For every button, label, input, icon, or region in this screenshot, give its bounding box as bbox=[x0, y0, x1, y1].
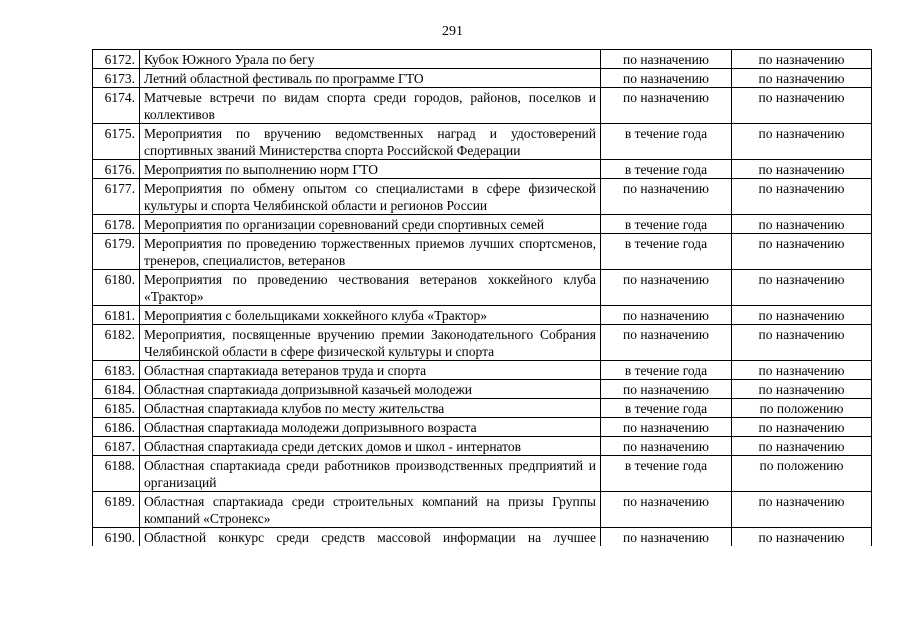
event-basis: по назначению bbox=[732, 528, 872, 547]
row-number: 6184. bbox=[93, 380, 140, 399]
event-period: по назначению bbox=[601, 492, 732, 528]
event-name: Мероприятия, посвященные вручению премии Законодательного Собрания Челябинской области в сфере физической культуры и спорта bbox=[140, 325, 601, 361]
event-period: в течение года bbox=[601, 399, 732, 418]
event-name: Мероприятия по обмену опытом со специалистами в сфере физической культуры и спорта Челябинской области и регионов России bbox=[140, 179, 601, 215]
event-name: Мероприятия по проведению торжественных приемов лучших спортсменов, тренеров, специалистов, ветеранов bbox=[140, 234, 601, 270]
event-name: Мероприятия по выполнению норм ГТО bbox=[140, 160, 601, 179]
events-table bbox=[92, 49, 872, 546]
table-row bbox=[93, 160, 872, 179]
event-name: Областная спартакиада допризывной казачьей молодежи bbox=[140, 380, 601, 399]
row-number: 6179. bbox=[93, 234, 140, 270]
event-name: Областной конкурс среди средств массовой информации на лучшее bbox=[140, 528, 601, 547]
event-basis: по положению bbox=[732, 399, 872, 418]
row-number: 6174. bbox=[93, 88, 140, 124]
event-period: в течение года bbox=[601, 234, 732, 270]
table-row bbox=[93, 361, 872, 380]
row-number: 6189. bbox=[93, 492, 140, 528]
table-row bbox=[93, 380, 872, 399]
table-row bbox=[93, 215, 872, 234]
event-period: по назначению bbox=[601, 380, 732, 399]
event-period: по назначению bbox=[601, 418, 732, 437]
table-row bbox=[93, 234, 872, 270]
event-name: Матчевые встречи по видам спорта среди городов, районов, поселков и коллективов bbox=[140, 88, 601, 124]
event-basis: по назначению bbox=[732, 361, 872, 380]
table-row bbox=[93, 69, 872, 88]
event-name: Мероприятия по организации соревнований среди спортивных семей bbox=[140, 215, 601, 234]
event-period: по назначению bbox=[601, 437, 732, 456]
event-period: по назначению bbox=[601, 69, 732, 88]
row-number: 6175. bbox=[93, 124, 140, 160]
row-number: 6185. bbox=[93, 399, 140, 418]
table-row bbox=[93, 492, 872, 528]
table-row bbox=[93, 50, 872, 69]
event-basis: по назначению bbox=[732, 306, 872, 325]
event-basis: по положению bbox=[732, 456, 872, 492]
table-row bbox=[93, 399, 872, 418]
table-row bbox=[93, 124, 872, 160]
event-basis: по назначению bbox=[732, 69, 872, 88]
event-basis: по назначению bbox=[732, 418, 872, 437]
event-basis: по назначению bbox=[732, 215, 872, 234]
table-row bbox=[93, 325, 872, 361]
event-basis: по назначению bbox=[732, 88, 872, 124]
row-number: 6180. bbox=[93, 270, 140, 306]
event-basis: по назначению bbox=[732, 380, 872, 399]
row-number: 6183. bbox=[93, 361, 140, 380]
table-row bbox=[93, 437, 872, 456]
event-period: по назначению bbox=[601, 179, 732, 215]
event-basis: по назначению bbox=[732, 437, 872, 456]
table-row bbox=[93, 88, 872, 124]
table-row bbox=[93, 179, 872, 215]
event-period: в течение года bbox=[601, 361, 732, 380]
row-number: 6172. bbox=[93, 50, 140, 69]
row-number: 6182. bbox=[93, 325, 140, 361]
event-period: в течение года bbox=[601, 160, 732, 179]
table-row bbox=[93, 456, 872, 492]
row-number: 6178. bbox=[93, 215, 140, 234]
event-name: Областная спартакиада клубов по месту жительства bbox=[140, 399, 601, 418]
event-name: Областная спартакиада среди работников производственных предприятий и организаций bbox=[140, 456, 601, 492]
row-number: 6176. bbox=[93, 160, 140, 179]
event-basis: по назначению bbox=[732, 270, 872, 306]
event-basis: по назначению bbox=[732, 325, 872, 361]
event-basis: по назначению bbox=[732, 124, 872, 160]
event-period: в течение года bbox=[601, 124, 732, 160]
event-basis: по назначению bbox=[732, 234, 872, 270]
event-period: в течение года bbox=[601, 215, 732, 234]
event-name: Мероприятия с болельщиками хоккейного клуба «Трактор» bbox=[140, 306, 601, 325]
event-basis: по назначению bbox=[732, 492, 872, 528]
event-basis: по назначению bbox=[732, 179, 872, 215]
event-name: Кубок Южного Урала по бегу bbox=[140, 50, 601, 69]
event-period: по назначению bbox=[601, 528, 732, 547]
event-name: Областная спартакиада среди строительных компаний на призы Группы компаний «Стронекс» bbox=[140, 492, 601, 528]
table-row bbox=[93, 418, 872, 437]
row-number: 6187. bbox=[93, 437, 140, 456]
page-number: 291 bbox=[442, 24, 463, 39]
event-period: по назначению bbox=[601, 270, 732, 306]
table-row bbox=[93, 270, 872, 306]
row-number: 6177. bbox=[93, 179, 140, 215]
event-period: по назначению bbox=[601, 50, 732, 69]
event-name: Областная спартакиада ветеранов труда и спорта bbox=[140, 361, 601, 380]
event-name: Областная спартакиада молодежи допризывного возраста bbox=[140, 418, 601, 437]
row-number: 6181. bbox=[93, 306, 140, 325]
event-name: Мероприятия по вручению ведомственных наград и удостоверений спортивных званий Министерства спорта Российской Федерации bbox=[140, 124, 601, 160]
table-row bbox=[93, 528, 872, 547]
event-period: по назначению bbox=[601, 88, 732, 124]
event-name: Мероприятия по проведению чествования ветеранов хоккейного клуба «Трактор» bbox=[140, 270, 601, 306]
table-row bbox=[93, 306, 872, 325]
event-period: по назначению bbox=[601, 325, 732, 361]
row-number: 6173. bbox=[93, 69, 140, 88]
row-number: 6190. bbox=[93, 528, 140, 547]
events-table-body bbox=[93, 50, 872, 547]
event-period: в течение года bbox=[601, 456, 732, 492]
event-name: Летний областной фестиваль по программе ГТО bbox=[140, 69, 601, 88]
event-name: Областная спартакиада среди детских домов и школ - интернатов bbox=[140, 437, 601, 456]
event-basis: по назначению bbox=[732, 160, 872, 179]
event-basis: по назначению bbox=[732, 50, 872, 69]
row-number: 6186. bbox=[93, 418, 140, 437]
row-number: 6188. bbox=[93, 456, 140, 492]
event-period: по назначению bbox=[601, 306, 732, 325]
